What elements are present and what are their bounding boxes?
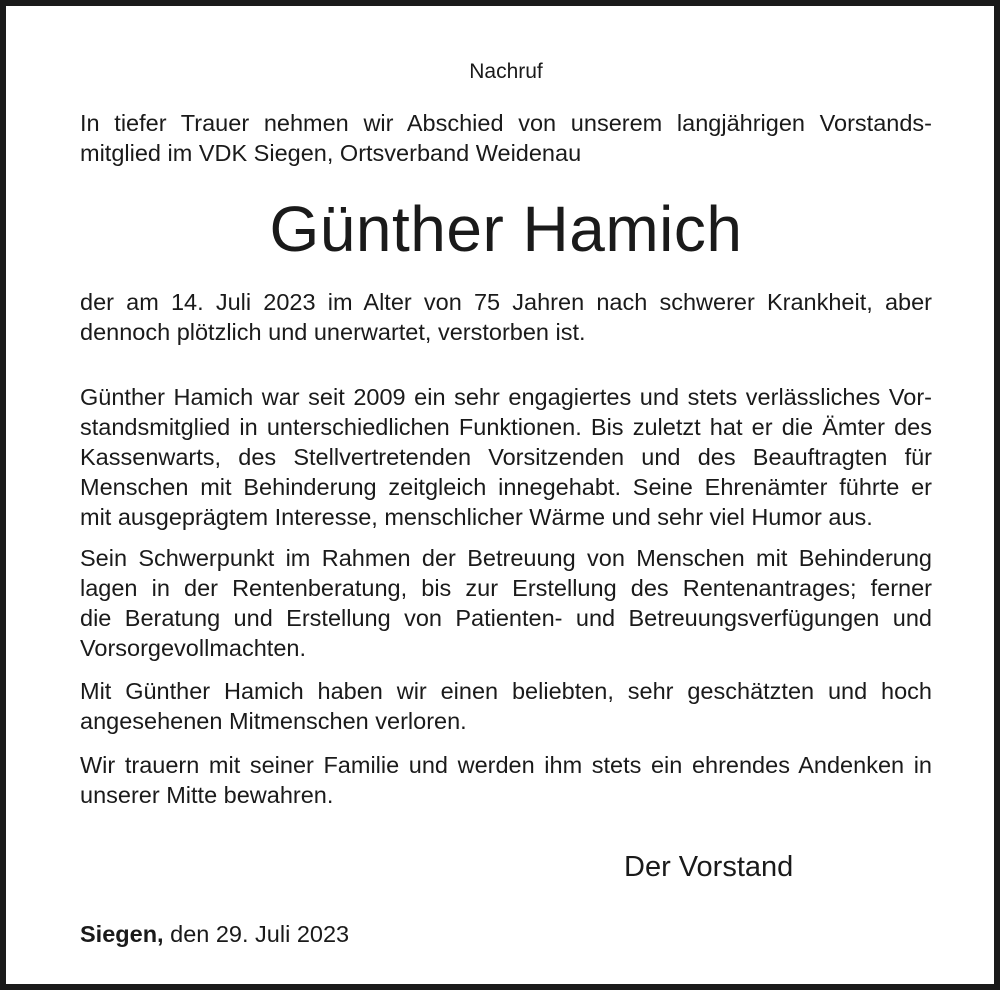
mourning-paragraph [80, 750, 932, 810]
death-line: der am 14. Juli 2023 im Alter von 75 Jahren nach schwerer Krankheit, aber [80, 289, 932, 315]
mourning-line: unserer Mitte bewahren. [80, 782, 334, 808]
death-paragraph [80, 287, 932, 347]
service-line: Menschen mit Behinderung zeitgleich innegehabt. Seine Ehrenämter führte er [80, 474, 932, 500]
place: Siegen, [80, 921, 164, 947]
service-paragraph [80, 382, 932, 532]
focus-line: lagen in der Rentenberatung, bis zur Erstellung des Rentenantrages; ferner [80, 575, 932, 601]
focus-paragraph [80, 543, 932, 663]
loss-paragraph [80, 676, 932, 736]
loss-line: Mit Günther Hamich haben wir einen beliebten, sehr geschätzten und hoch [80, 678, 932, 704]
notice-heading: Nachruf [469, 60, 543, 83]
service-line: mit ausgeprägtem Interesse, menschlicher Wärme und sehr viel Humor aus. [80, 504, 873, 530]
focus-line: Vorsorgevollmachten. [80, 635, 306, 661]
focus-line: Sein Schwerpunkt im Rahmen der Betreuung von Menschen mit Behinderung [80, 545, 932, 571]
focus-line: die Beratung und Erstellung von Patienten- und Betreuungsverfügungen und [80, 605, 932, 631]
service-line: Günther Hamich war seit 2009 ein sehr engagiertes und stets verlässliches Vor- [80, 384, 932, 410]
mourning-line: Wir trauern mit seiner Familie und werden ihm stets ein ehrendes Andenken in [80, 752, 932, 778]
death-line: dennoch plötzlich und unerwartet, verstorben ist. [80, 319, 586, 345]
service-line: standsmitglied in unterschiedlichen Funktionen. Bis zuletzt hat er die Ämter des [80, 414, 932, 440]
intro-line: In tiefer Trauer nehmen wir Abschied von unserem langjährigen Vorstands- [80, 110, 932, 136]
deceased-name: Günther Hamich [269, 193, 743, 265]
intro-line: mitglied im VDK Siegen, Ortsverband Weidenau [80, 140, 582, 166]
date: den 29. Juli 2023 [170, 921, 350, 947]
signature: Der Vorstand [624, 851, 794, 883]
service-line: Kassenwarts, des Stellvertretenden Vorsitzenden und des Beauftragten für [80, 444, 932, 470]
loss-line: angesehenen Mitmenschen verloren. [80, 708, 467, 734]
intro-paragraph [80, 108, 932, 168]
place-date [80, 919, 349, 949]
